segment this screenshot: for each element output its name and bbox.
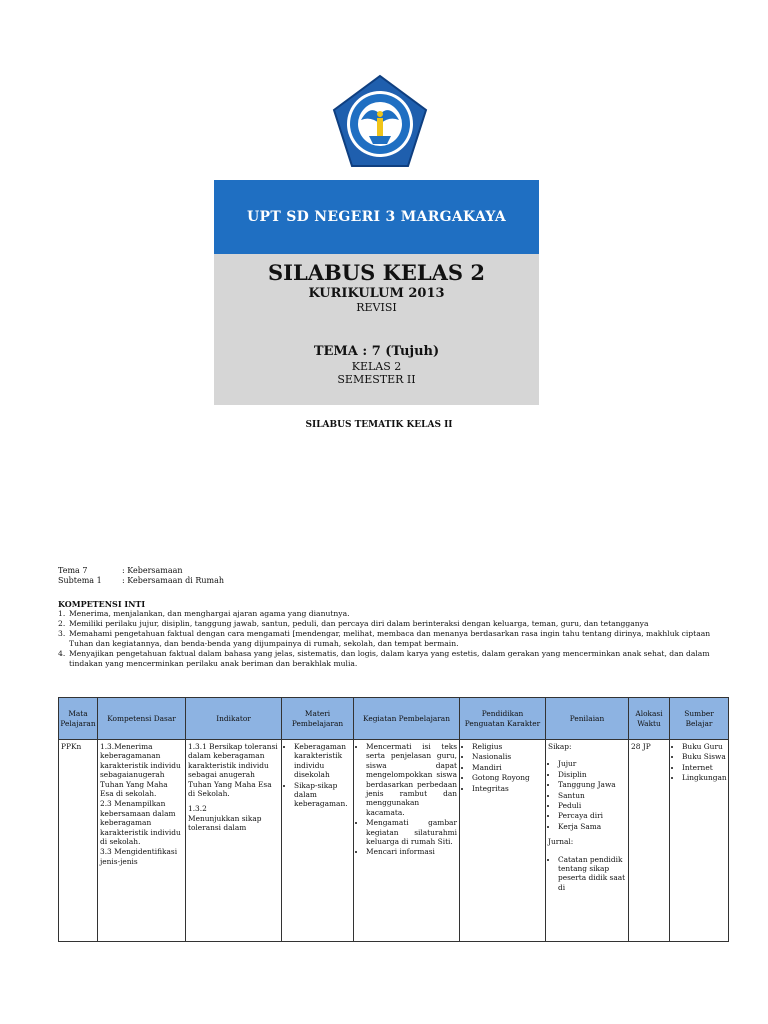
ki-item: [58, 649, 712, 669]
cell-indikator: [186, 740, 282, 941]
indikator-text: Menunjukkan sikap toleransi dalam: [188, 813, 262, 833]
cover-semester: SEMESTER II: [337, 373, 416, 386]
cell-alokasi: [629, 740, 670, 941]
indikator-item: [188, 742, 279, 798]
cover-curriculum: KURIKULUM 2013: [308, 286, 445, 301]
kegiatan-item: • Mencari informasi: [366, 847, 457, 856]
header-kd: Kompetensi Dasar: [98, 698, 186, 740]
cell-mapel: [59, 740, 98, 941]
cell-karakter: [460, 740, 546, 941]
karakter-item: • Integritas: [472, 784, 543, 793]
kegiatan-item: • Mencermati isi teks serta penjelasan guru, siswa dapat mengelompokkan siswa berdasarkan perbedaan jenis rambut dan menggunakan kacamata.: [366, 742, 457, 817]
karakter-item: • Nasionalis: [472, 752, 543, 761]
tema-label: Tema 7: [58, 566, 88, 575]
indikator-item: [188, 804, 279, 832]
karakter-list: [462, 742, 543, 793]
kompetensi-inti-title: KOMPETENSI INTI: [58, 599, 146, 609]
ki-item: [58, 629, 712, 649]
cover-panel: [214, 254, 539, 405]
cell-materi: [282, 740, 354, 941]
tut-wuri-handayani-logo: [331, 74, 429, 170]
subtema-label: Subtema 1: [58, 576, 102, 585]
cover-revision: REVISI: [356, 301, 397, 314]
ki-number: 1.: [58, 609, 66, 618]
materi-list: [284, 742, 351, 809]
indikator-code: 1.3.2: [188, 804, 207, 814]
ki-text: Menerima, menjalankan, dan menghargai ajaran agama yang dianutnya.: [69, 609, 350, 618]
karakter-item: • Mandiri: [472, 763, 543, 772]
kd-text: Mengidentifikasi jenis-jenis: [100, 847, 178, 866]
cover-kelas: KELAS 2: [351, 360, 402, 373]
kompetensi-inti-list: [58, 609, 712, 669]
kegiatan-list: [356, 742, 457, 857]
school-name: UPT SD NEGERI 3 MARGAKAYA: [247, 209, 506, 225]
header-mapel: Mata Pelajaran: [59, 698, 98, 740]
sumber-item: • Lingkungan: [682, 773, 726, 782]
header-sumber: Sumber Belajar: [670, 698, 728, 740]
ki-number: 3.: [58, 629, 66, 638]
tema-line: [58, 566, 183, 575]
header-penilaian: Penilaian: [546, 698, 629, 740]
karakter-item: • Religius: [472, 742, 543, 751]
sumber-item: • Internet: [682, 763, 726, 772]
header-indikator: Indikator: [186, 698, 282, 740]
materi-item: • Keberagaman karakteristik individu disekolah: [294, 742, 351, 780]
ki-text: Memahami pengetahuan faktual dengan cara mengamati [mendengar, melihat, membaca dan menanya berdasarkan rasa ingin tahu tentang dirinya, makhluk ciptaan Tuhan dan kegiatannya, dan benda-benda yang dijumpainya di rumah, sekolah, dan tempat bermain.: [69, 629, 711, 648]
subtema-line: [58, 576, 224, 585]
header-materi: Materi Pembelajaran: [282, 698, 354, 740]
kd-item: [100, 742, 183, 798]
cell-penilaian: [546, 740, 629, 941]
kd-code: 1.3.: [100, 742, 115, 751]
cover-title: SILABUS KELAS 2: [268, 260, 485, 285]
school-banner: [214, 180, 539, 254]
karakter-item: • Gotong Royong: [472, 773, 543, 782]
subtema-value: : Kebersamaan di Rumah: [122, 576, 225, 585]
jurnal-item: • Catatan pendidik tentang sikap peserta didik saat di: [558, 855, 626, 893]
sikap-item: • Disiplin: [558, 770, 626, 779]
mapel-value: PPKn: [61, 742, 82, 751]
ki-item: [58, 609, 712, 619]
header-karakter: Pendidikan Penguatan Karakter: [460, 698, 546, 740]
header-kegiatan: Kegiatan Pembelajaran: [354, 698, 460, 740]
sikap-item: • Tanggung Jawa: [558, 780, 626, 789]
sumber-item: • Buku Guru: [682, 742, 726, 751]
kd-code: 2.3: [100, 799, 112, 809]
indikator-text: Bersikap toleransi dalam keberagaman karakteristik individu sebagai anugerah Tuhan Yang Maha Esa di Sekolah.: [188, 742, 278, 799]
ki-text: Menyajikan pengetahuan faktual dalam bahasa yang jelas, sistematis, dan logis, dalam karya yang estetis, dalam gerakan yang mencerminkan anak sehat, dan dalam tindakan yang mencerminkan perilaku anak beriman dan berakhlak mulia.: [69, 649, 710, 668]
syllabus-table: [58, 697, 729, 942]
tema-value: : Kebersamaan: [122, 566, 183, 575]
cell-kegiatan: [354, 740, 460, 941]
ki-number: 4.: [58, 649, 66, 658]
kd-text: Menerima keberagamanan karakteristik individu sebagaianugerah Tuhan Yang Maha Esa di sekolah.: [100, 742, 181, 799]
kegiatan-item: • Mengamati gambar kegiatan silaturahmi keluarga di rumah Siti.: [366, 818, 457, 846]
jurnal-list: [548, 855, 626, 893]
cell-sumber: [670, 740, 728, 941]
materi-item: • Sikap-sikap dalam keberagaman.: [294, 781, 351, 809]
jurnal-label: Jurnal:: [548, 837, 574, 847]
sikap-item: • Percaya diri: [558, 811, 626, 820]
document-heading: SILABUS TEMATIK KELAS II: [305, 420, 453, 430]
sikap-item: • Santun: [558, 791, 626, 800]
sumber-item: • Buku Siswa: [682, 752, 726, 761]
sikap-label: Sikap:: [548, 742, 572, 751]
kd-item: [100, 847, 183, 866]
ki-text: Memiliki perilaku jujur, disiplin, tanggung jawab, santun, peduli, dan percaya diri dalam berinteraksi dengan keluarga, teman, guru, dan tetangganya: [69, 619, 649, 628]
indikator-code: 1.3.1: [188, 742, 207, 751]
cover-tema: TEMA : 7 (Tujuh): [313, 344, 440, 359]
sikap-item: • Kerja Sama: [558, 822, 626, 831]
sikap-item: • Jujur: [558, 759, 626, 768]
kd-item: [100, 799, 183, 846]
header-alokasi: Alokasi Waktu: [629, 698, 670, 740]
kd-text: Menampilkan kebersamaan dalam keberagaman karakteristik individu di sekolah.: [100, 799, 181, 847]
sumber-list: [672, 742, 726, 783]
cell-kd: [98, 740, 186, 941]
sikap-item: • Peduli: [558, 801, 626, 810]
kd-code: 3.3: [100, 847, 112, 857]
alokasi-value: 28 JP: [631, 742, 651, 751]
ki-number: 2.: [58, 619, 66, 628]
ki-item: [58, 619, 712, 629]
sikap-list: [548, 759, 626, 831]
